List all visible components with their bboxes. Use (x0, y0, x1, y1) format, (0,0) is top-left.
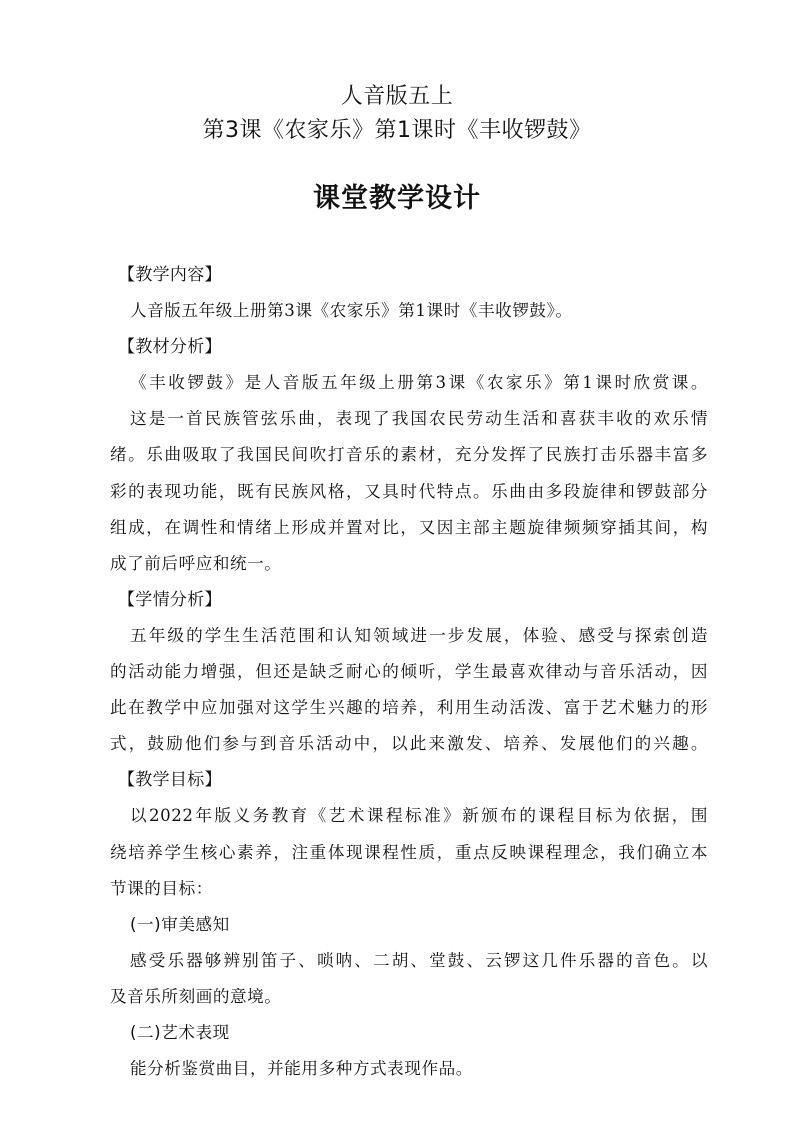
paragraph-line: 式，鼓励他们参与到音乐活动中，以此来激发、培养、发展他们的兴趣。 (110, 734, 708, 754)
section-heading-content: 【教学内容】 (118, 265, 222, 285)
section-heading-analysis: 【教材分析】 (118, 337, 222, 358)
paragraph-line: 及音乐所刻画的意境。 (110, 986, 282, 1006)
paragraph-line: 五年级的学生生活范围和认知领域进一步发展，体验、感受与探索创造 (130, 625, 708, 645)
header-lesson: 第3课《农家乐》第1课时《丰收锣鼓》 (202, 118, 592, 143)
paragraph-line: 彩的表现功能，既有民族风格，又具时代特点。乐曲由多段旋律和锣鼓部分 (110, 481, 708, 501)
paragraph-line: 绕培养学生核心素养，注重体现课程性质，重点反映课程理念，我们确立本 (110, 842, 708, 862)
paragraph-line: 绪。乐曲吸取了我国民间吹打音乐的素材，充分发挥了民族打击乐器丰富多 (110, 445, 708, 465)
paragraph-line: 节课的目标： (110, 878, 213, 898)
paragraph-line: 以2022年版义务教育《艺术课程标准》新颁布的课程目标为依据，围 (130, 806, 708, 826)
paragraph-line: 感受乐器够辨别笛子、唢呐、二胡、堂鼓、云锣这几件乐器的音色。以 (130, 950, 708, 970)
paragraph-line: 能分析鉴赏曲目，并能用多种方式表现作品。 (130, 1059, 473, 1079)
page-title: 课堂教学设计 (313, 183, 481, 214)
paragraph-line: 的活动能力增强，但还是缺乏耐心的倾听，学生最喜欢律动与音乐活动，因 (110, 662, 708, 682)
document-header (0, 80, 794, 148)
paragraph-line: 组成，在调性和情绪上形成并置对比，又因主部主题旋律频频穿插其间，构 (110, 517, 708, 537)
goal-heading-expression: (二)艺术表现 (130, 1022, 230, 1042)
header-edition: 人音版五上 (340, 84, 454, 109)
content-text: 人音版五年级上册第3课《农家乐》第1课时《丰收锣鼓》。 (130, 301, 573, 321)
goal-heading-aesthetic: (一)审美感知 (130, 914, 230, 934)
paragraph-line: 此在教学中应加强对这学生兴趣的培养，利用生动活泼、富于艺术魅力的形 (110, 698, 708, 718)
paragraph-line: 成了前后呼应和统一。 (110, 553, 282, 573)
paragraph-line: 《丰收锣鼓》是人音版五年级上册第3课《农家乐》第1课时欣赏课。 (130, 373, 708, 393)
paragraph-line: 这是一首民族管弦乐曲，表现了我国农民劳动生活和喜获丰收的欢乐情 (130, 409, 708, 429)
section-heading-students: 【学情分析】 (118, 589, 222, 610)
section-heading-goals: 【教学目标】 (118, 770, 222, 791)
document-body (110, 257, 708, 1087)
